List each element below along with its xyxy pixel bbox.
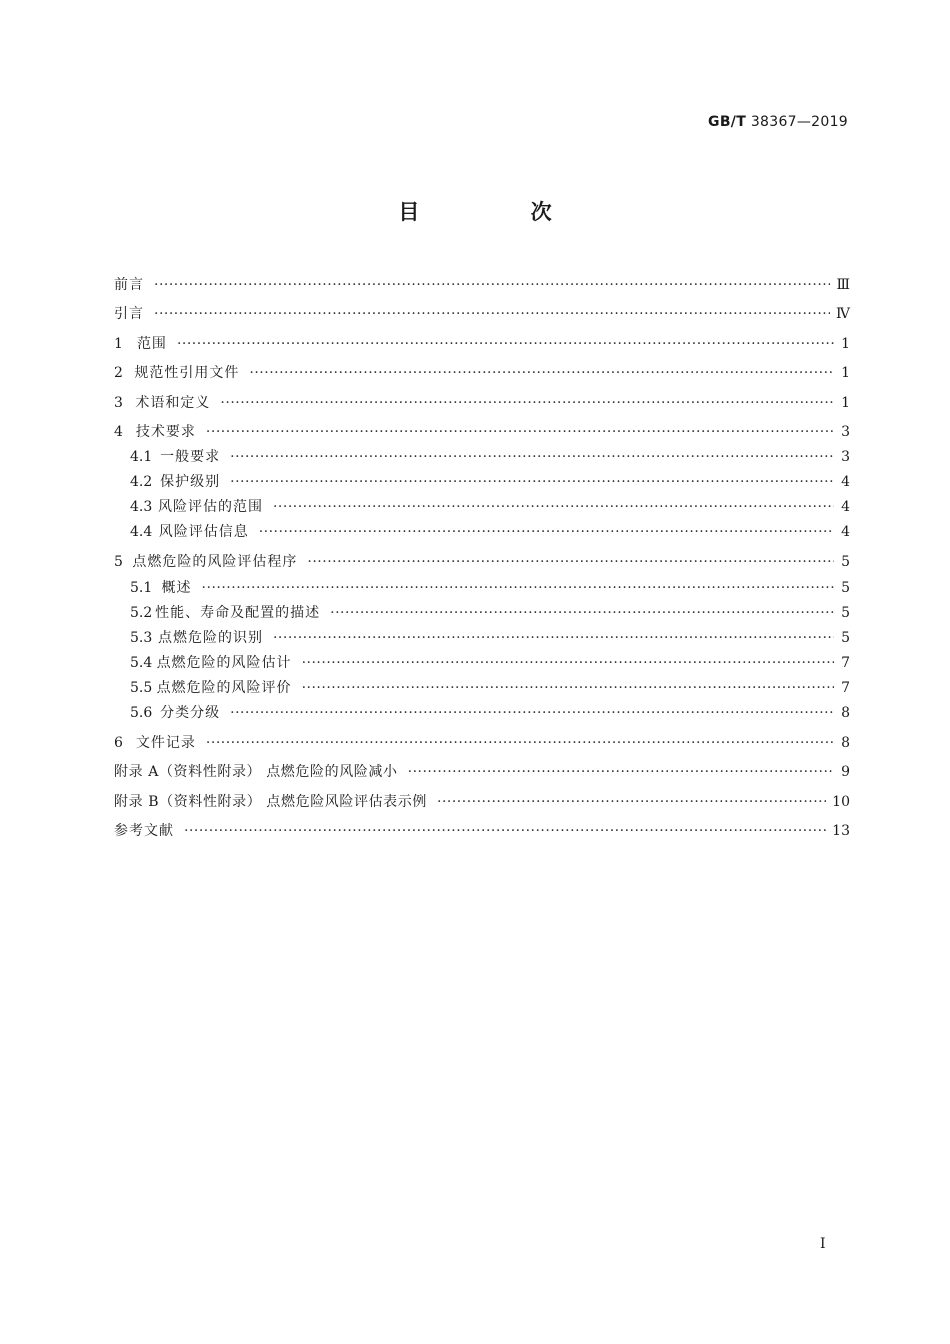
- toc-entry-page: 4: [841, 499, 850, 516]
- toc-entry-number: 4.3: [130, 499, 153, 516]
- standard-code: [708, 114, 848, 130]
- toc-entry-label: 点燃危险的风险评价: [156, 679, 292, 696]
- toc-entry-4-4[interactable]: [114, 521, 850, 551]
- toc-entry-page: 5: [841, 629, 850, 646]
- toc-entry-5-5[interactable]: [114, 677, 850, 702]
- toc-entry-page: 10: [832, 793, 850, 810]
- toc-leader-dots: [230, 471, 834, 493]
- toc-entry-label: 点燃危险的识别: [157, 629, 263, 646]
- standard-number: 38367—2019: [750, 114, 848, 130]
- toc-entry-number: 1: [114, 335, 123, 352]
- toc-leader-dots: [154, 274, 830, 296]
- toc-entry-number: 2: [114, 365, 123, 382]
- toc-leader-dots: [249, 362, 834, 384]
- toc-entry-label: 性能、寿命及配置的描述: [155, 604, 321, 621]
- toc-entry-5-1[interactable]: [114, 577, 850, 602]
- toc-entry-label: 概述: [161, 579, 192, 596]
- toc-entry-label: 点燃危险的风险评估程序: [132, 554, 298, 571]
- toc-entry-annex-b[interactable]: [114, 791, 850, 820]
- toc-entry-label: 风险评估信息: [158, 524, 249, 541]
- toc-entry-number: 4.4: [130, 524, 153, 541]
- toc-leader-dots: [302, 652, 834, 674]
- toc-entry-page: Ⅲ: [836, 277, 850, 293]
- toc-leader-dots: [154, 303, 830, 325]
- toc-entry-label: 附录 A（资料性附录） 点燃危险的风险减小: [114, 764, 398, 781]
- toc-entry-page: 7: [841, 654, 850, 671]
- toc-leader-dots: [202, 577, 834, 599]
- toc-leader-dots: [220, 392, 834, 414]
- toc-entry-label: 术语和定义: [135, 394, 211, 411]
- toc-leader-dots: [437, 791, 826, 813]
- toc-entry-page: 1: [841, 394, 850, 411]
- toc-entry-terms[interactable]: [114, 392, 850, 421]
- toc-entry-page: 5: [841, 554, 850, 571]
- toc-entry-scope[interactable]: [114, 333, 850, 362]
- toc-leader-dots: [184, 820, 826, 842]
- page-number: Ⅰ: [820, 1236, 826, 1252]
- toc-entry-page: 1: [841, 365, 850, 382]
- toc-entry-normative-references[interactable]: [114, 362, 850, 391]
- toc-entry-page: 4: [841, 524, 850, 541]
- toc-entry-number: 5.3: [130, 629, 153, 646]
- toc-entry-page: 3: [841, 449, 850, 466]
- toc-leader-dots: [273, 496, 834, 518]
- toc-entry-page: 8: [841, 734, 850, 751]
- toc-entry-5-2[interactable]: [114, 602, 850, 627]
- toc-entry-number: 5: [114, 554, 123, 571]
- toc-leader-dots: [206, 732, 834, 754]
- toc-entry-5-6[interactable]: [114, 702, 850, 732]
- toc-entry-label: 技术要求: [135, 423, 196, 440]
- toc-entry-4-3[interactable]: [114, 496, 850, 521]
- toc-entry-page: 3: [841, 423, 850, 440]
- toc-entry-label: 前言: [114, 277, 144, 293]
- toc-entry-label: 点燃危险的风险估计: [156, 654, 292, 671]
- toc-entry-number: 3: [114, 394, 123, 411]
- toc-leader-dots: [230, 702, 834, 724]
- toc-leader-dots: [177, 333, 834, 355]
- toc-entry-4-1[interactable]: [114, 446, 850, 471]
- toc-entry-number: 4.1: [130, 449, 153, 466]
- toc-leader-dots: [230, 446, 834, 468]
- toc-entry-page: 7: [841, 679, 850, 696]
- toc-entry-introduction[interactable]: [114, 303, 850, 332]
- toc-entry-annex-a[interactable]: [114, 761, 850, 790]
- toc-entry-label: 范围: [136, 335, 167, 352]
- toc-entry-number: 5.5: [130, 679, 153, 696]
- toc-entry-label: 文件记录: [135, 734, 196, 751]
- toc-entry-label: 一般要求: [160, 449, 221, 466]
- toc-entry-number: 4: [114, 423, 123, 440]
- toc-entry-label: 风险评估的范围: [157, 499, 263, 516]
- toc-entry-label: 附录 B（资料性附录） 点燃危险风险评估表示例: [114, 793, 427, 810]
- toc-entry-page: 5: [841, 604, 850, 621]
- toc-entry-number: 6: [114, 734, 123, 751]
- toc-entry-number: 5.2: [130, 604, 153, 621]
- toc-entry-label: 引言: [114, 306, 144, 323]
- page-title: 目 次: [398, 200, 604, 224]
- toc-entry-page: 8: [841, 704, 850, 721]
- toc-leader-dots: [307, 551, 834, 573]
- toc-entry-number: 4.2: [130, 474, 153, 491]
- toc-leader-dots: [302, 677, 834, 699]
- toc-leader-dots: [259, 521, 834, 543]
- toc-entry-5-4[interactable]: [114, 652, 850, 677]
- toc-entry-number: 5.4: [130, 654, 153, 671]
- toc-entry-bibliography[interactable]: [114, 820, 850, 849]
- standard-prefix: GB/T: [708, 114, 747, 130]
- toc-leader-dots: [273, 627, 834, 649]
- toc-entry-5-3[interactable]: [114, 627, 850, 652]
- toc-entry-page: 13: [832, 822, 850, 839]
- toc-entry-4-2[interactable]: [114, 471, 850, 496]
- toc-entry-page: 4: [841, 474, 850, 491]
- toc-entry-page: 1: [841, 335, 850, 352]
- toc-leader-dots: [206, 421, 834, 443]
- toc-entry-label: 规范性引用文件: [134, 365, 240, 382]
- toc-entry-documentation[interactable]: [114, 732, 850, 761]
- toc-entry-number: 5.1: [130, 579, 153, 596]
- toc-entry-page: 9: [841, 764, 850, 781]
- toc-entry-label: 保护级别: [160, 474, 221, 491]
- toc-entry-label: 参考文献: [114, 822, 174, 839]
- toc-leader-dots: [408, 761, 834, 783]
- toc-entry-foreword[interactable]: [114, 274, 850, 303]
- toc-entry-page: 5: [841, 579, 850, 596]
- toc-entry-number: 5.6: [130, 704, 153, 721]
- table-of-contents: [114, 274, 850, 849]
- toc-leader-dots: [330, 602, 834, 624]
- toc-entry-label: 分类分级: [160, 704, 221, 721]
- toc-entry-page: Ⅳ: [836, 306, 850, 323]
